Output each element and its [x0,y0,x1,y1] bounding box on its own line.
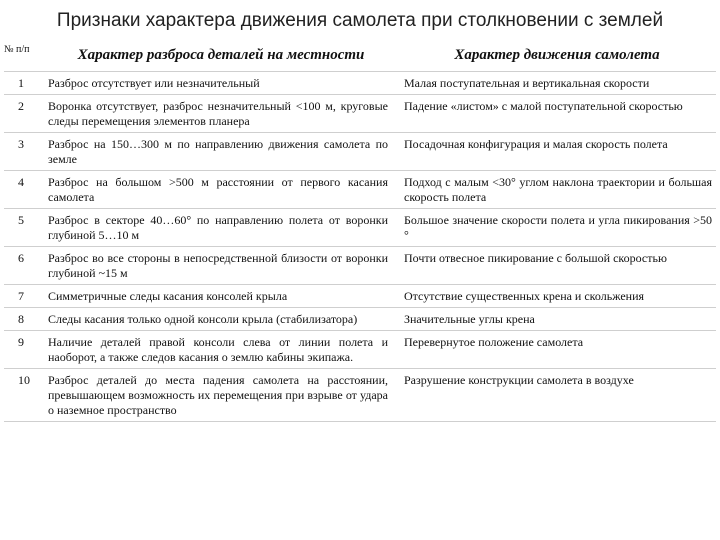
row-motion: Значительные углы крена [398,308,716,331]
row-spread: Разброс на большом >500 м расстоянии от первого касания самолета [44,171,398,209]
row-spread: Симметричные следы касания консолей крыла [44,285,398,308]
row-motion: Почти отвесное пикирование с большой скоростью [398,247,716,285]
table-row [4,133,716,171]
row-number: 5 [4,209,44,247]
row-spread: Разброс деталей до места падения самолета на расстоянии, превышающем возможность их перемещения при взрыве от удара о наземное пространство [44,369,398,422]
header-spread: Характер разброса деталей на местности [44,40,398,72]
row-number: 4 [4,171,44,209]
row-spread: Разброс в секторе 40…60° по направлению полета от воронки глубиной 5…10 м [44,209,398,247]
row-motion: Большое значение скорости полета и угла пикирования >50 ° [398,209,716,247]
row-spread: Воронка отсутствует, разброс незначительный <100 м, круговые следы перемещения элементов планера [44,95,398,133]
page-title: Признаки характера движения самолета при столкновении с землей [56,10,664,31]
row-number: 10 [4,369,44,422]
row-number: 2 [4,95,44,133]
header-motion: Характер движения самолета [398,40,716,72]
row-motion: Отсутствие существенных крена и скольжения [398,285,716,308]
row-motion: Малая поступательная и вертикальная скорости [398,72,716,95]
table-row [4,209,716,247]
row-spread: Разброс на 150…300 м по направлению движения самолета по земле [44,133,398,171]
row-motion: Перевернутое положение самолета [398,331,716,369]
table-row [4,247,716,285]
table-row [4,308,716,331]
row-spread: Следы касания только одной консоли крыла (стабилизатора) [44,308,398,331]
row-spread: Наличие деталей правой консоли слева от линии полета и наоборот, а также следов касания о землю кабины экипажа. [44,331,398,369]
row-spread: Разброс отсутствует или незначительный [44,72,398,95]
row-spread: Разброс во все стороны в непосредственной близости от воронки глубиной ~15 м [44,247,398,285]
row-number: 1 [4,72,44,95]
table-row [4,369,716,422]
header-number: № п/п [4,40,44,72]
signs-table [4,40,716,422]
row-number: 6 [4,247,44,285]
row-motion: Посадочная конфигурация и малая скорость полета [398,133,716,171]
row-number: 9 [4,331,44,369]
table-row [4,171,716,209]
row-motion: Подход с малым <30° углом наклона траектории и большая скорость полета [398,171,716,209]
table-row [4,285,716,308]
row-number: 3 [4,133,44,171]
row-number: 8 [4,308,44,331]
row-number: 7 [4,285,44,308]
table-row [4,72,716,95]
row-motion: Падение «листом» с малой поступательной скоростью [398,95,716,133]
table-row [4,95,716,133]
table-row [4,331,716,369]
row-motion: Разрушение конструкции самолета в воздухе [398,369,716,422]
table-header-row [4,40,716,72]
